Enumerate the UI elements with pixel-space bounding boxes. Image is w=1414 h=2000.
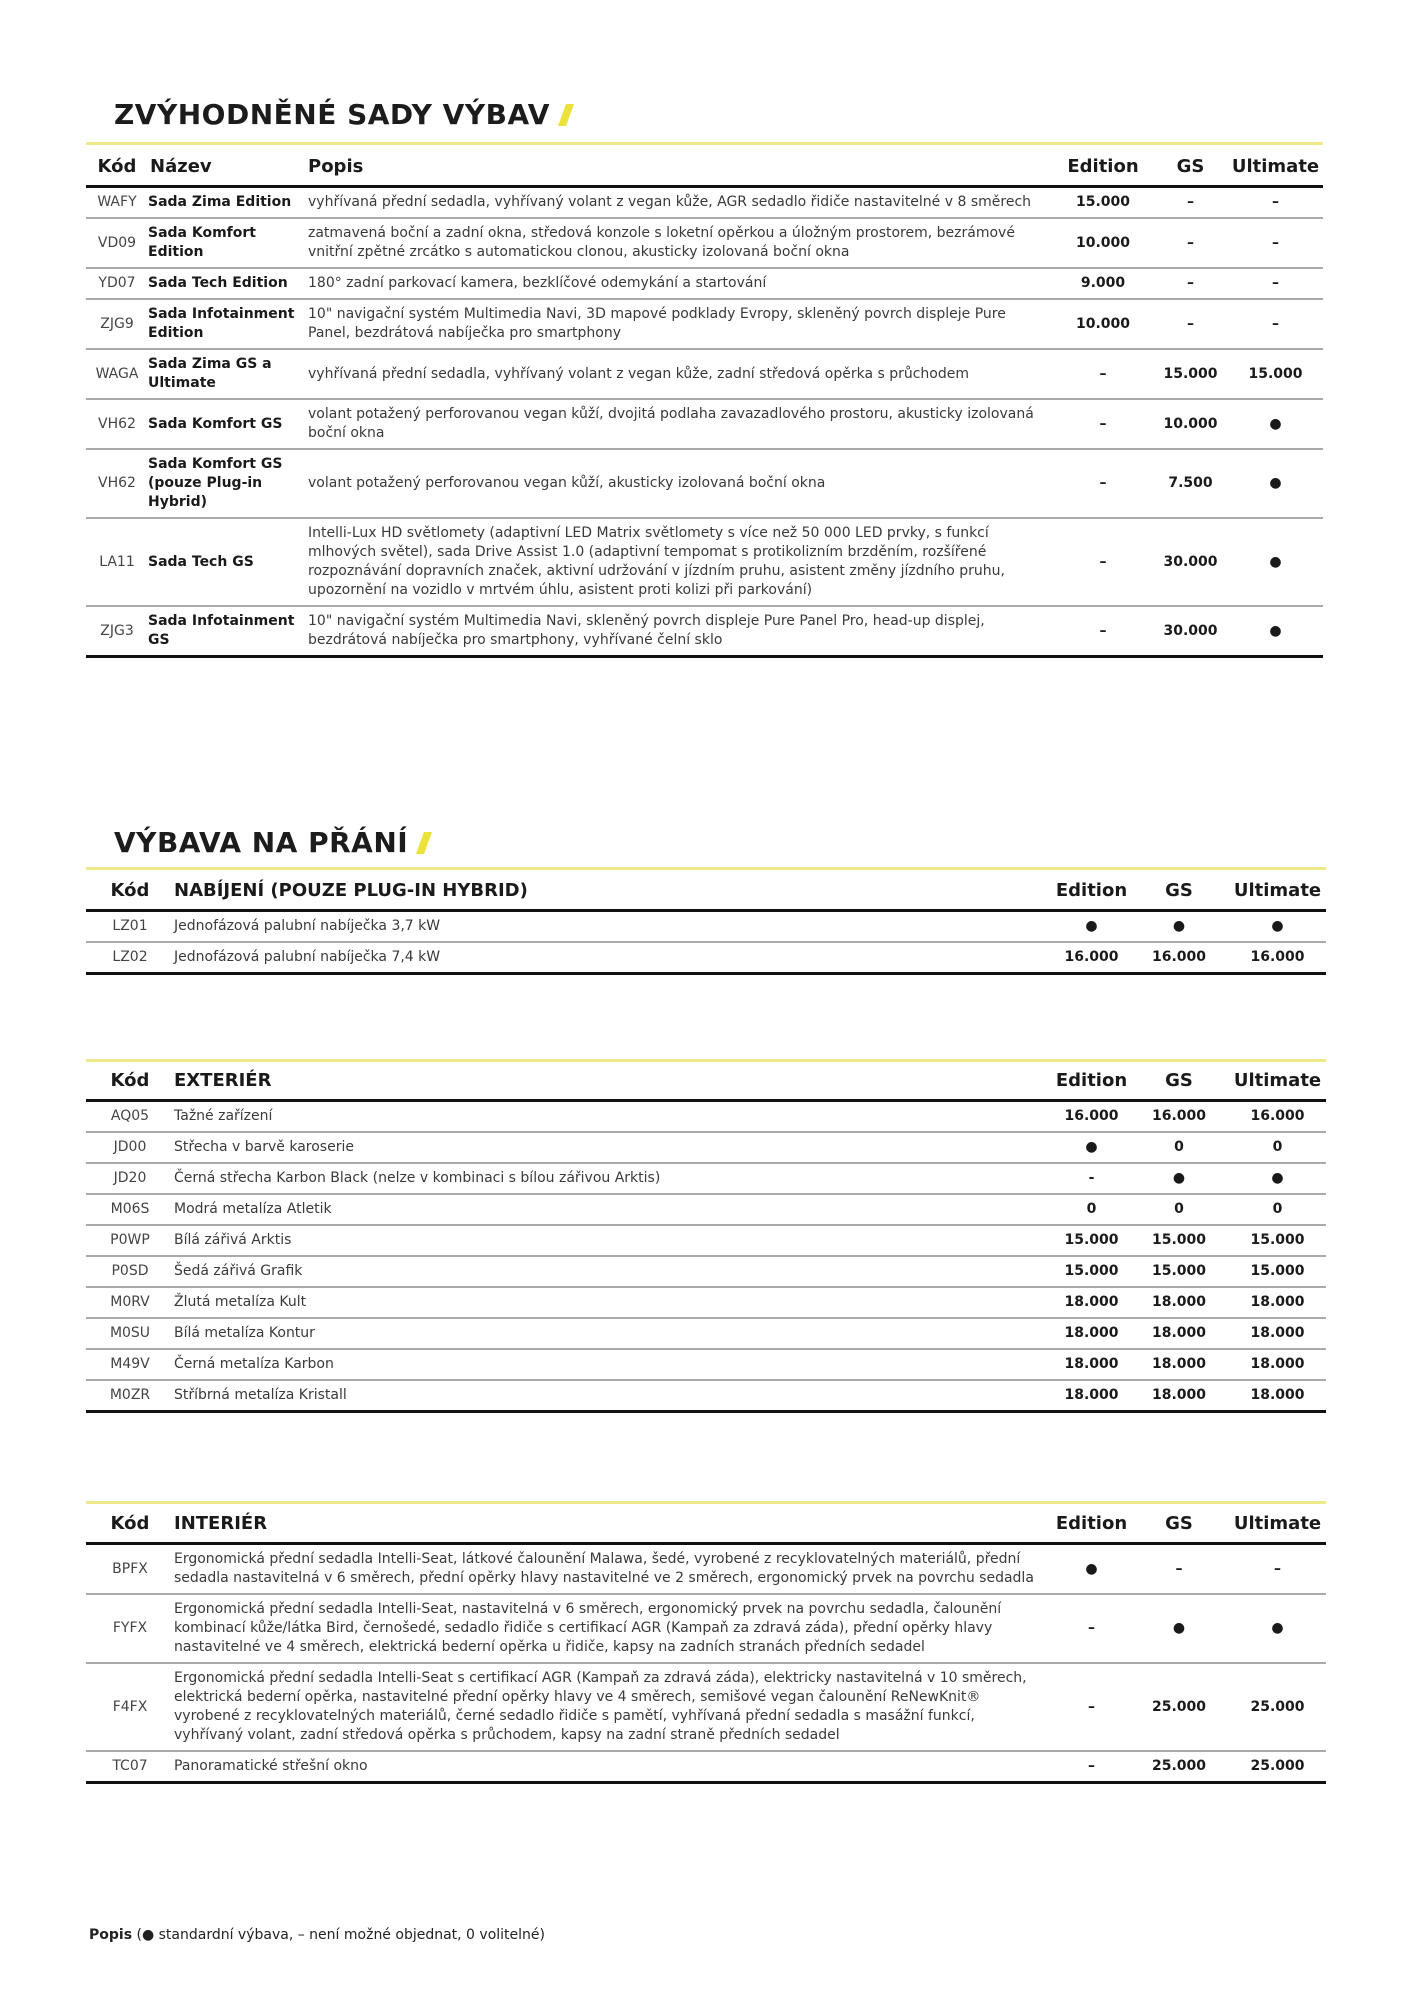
price-edition: 15.000 xyxy=(1053,187,1153,219)
package-code: WAGA xyxy=(86,349,148,399)
col-header-desc: Popis xyxy=(308,156,1053,187)
price-gs: 30.000 xyxy=(1153,606,1228,657)
col-header-code: Kód xyxy=(86,156,148,187)
price-ultimate: – xyxy=(1228,218,1323,268)
packages-title xyxy=(114,98,570,131)
charging-row xyxy=(86,911,1326,943)
price-edition: - xyxy=(1054,1163,1129,1194)
package-row xyxy=(86,218,1323,268)
option-description: Tažné zařízení xyxy=(174,1101,1054,1133)
exterior-row xyxy=(86,1349,1326,1380)
exterior-row xyxy=(86,1256,1326,1287)
price-gs: 0 xyxy=(1129,1194,1229,1225)
col-header-gs: GS xyxy=(1129,1513,1229,1544)
package-name: Sada Komfort GS (pouze Plug-in Hybrid) xyxy=(148,449,308,518)
option-code: M06S xyxy=(86,1194,174,1225)
legend-label: Popis xyxy=(89,1927,133,1943)
col-header-ultimate: Ultimate xyxy=(1229,1070,1326,1101)
exterior-yellow-rule xyxy=(86,1059,1326,1062)
charging-table xyxy=(86,880,1326,975)
package-code: ZJG3 xyxy=(86,606,148,657)
price-edition: – xyxy=(1054,1663,1129,1751)
col-header-spacer xyxy=(954,1070,1054,1101)
option-description: Ergonomická přední sedadla Intelli-Seat, látkové čalounění Malawa, šedé, vyrobené z recyklovatelných materiálů, přední sedadla nastavitelná v 6 směrech, přední opěrky hlavy nastavitelné ve 2 směrech, ergonomický prvek na povrchu sedadla xyxy=(174,1544,1054,1595)
options-title xyxy=(114,826,428,859)
package-row xyxy=(86,349,1323,399)
interior-yellow-rule xyxy=(86,1501,1326,1504)
package-code: WAFY xyxy=(86,187,148,219)
option-description: Ergonomická přední sedadla Intelli-Seat s certifikací AGR (Kampaň za zdravá záda), elektricky nastavitelná v 10 směrech, elektrická bederní opěrka, nastavitelné přední opěrky hlavy ve 4 směrech, semišové vegan čalounění ReNewKnit® vyrobené z recyklovatelných materiálů, černé sedadlo řidiče s pamětí, vyhřívaná přední sedadla s masážní funkcí, vyhřívaný volant, zadní středová opěrka s průchodem, kapsy na zadní straně předních sedadel xyxy=(174,1663,1054,1751)
exterior-row xyxy=(86,1318,1326,1349)
col-header-gs: GS xyxy=(1129,880,1229,911)
col-header-code: Kód xyxy=(86,1513,174,1544)
option-code: P0WP xyxy=(86,1225,174,1256)
package-description: volant potažený perforovanou vegan kůží, dvojitá podlaha zavazadlového prostoru, akusticky izolovaná boční okna xyxy=(308,399,1053,449)
accent-slash-icon xyxy=(416,832,432,854)
price-ultimate: 0 xyxy=(1229,1132,1326,1163)
price-gs: 18.000 xyxy=(1129,1380,1229,1412)
price-edition: 16.000 xyxy=(1054,942,1129,974)
price-gs: ● xyxy=(1129,911,1229,943)
option-code: LZ02 xyxy=(86,942,174,974)
option-description: Bílá metalíza Kontur xyxy=(174,1318,1054,1349)
price-edition: 10.000 xyxy=(1053,218,1153,268)
packages-title-text: ZVÝHODNĚNÉ SADY VÝBAV xyxy=(114,98,550,131)
package-row xyxy=(86,399,1323,449)
price-gs: – xyxy=(1153,218,1228,268)
price-edition: ● xyxy=(1054,1132,1129,1163)
price-gs: ● xyxy=(1129,1594,1229,1663)
package-row xyxy=(86,299,1323,349)
col-header-edition: Edition xyxy=(1054,880,1129,911)
option-description: Ergonomická přední sedadla Intelli-Seat, nastavitelná v 6 směrech, ergonomický prvek na povrchu sedadla, čalounění kombinací kůže/látka Bird, černošedé, sedadlo řidiče s certifikací AGR (Kampaň za zdravá záda), přední opěrky hlavy nastavitelné ve 4 směrech, elektrická bederní opěrka u řidiče, kapsy na zadních stranách předních sedadel xyxy=(174,1594,1054,1663)
option-code: M0RV xyxy=(86,1287,174,1318)
option-code: TC07 xyxy=(86,1751,174,1783)
packages-yellow-rule xyxy=(86,142,1323,145)
charging-row xyxy=(86,942,1326,974)
charging-yellow-rule xyxy=(86,867,1326,870)
col-header-ultimate: Ultimate xyxy=(1229,880,1326,911)
col-header-edition: Edition xyxy=(1053,156,1153,187)
price-ultimate: ● xyxy=(1229,1594,1326,1663)
price-gs: 18.000 xyxy=(1129,1287,1229,1318)
price-ultimate: 25.000 xyxy=(1229,1751,1326,1783)
option-code: P0SD xyxy=(86,1256,174,1287)
price-ultimate: 15.000 xyxy=(1229,1256,1326,1287)
col-header-ultimate: Ultimate xyxy=(1228,156,1323,187)
option-code: FYFX xyxy=(86,1594,174,1663)
price-ultimate: 25.000 xyxy=(1229,1663,1326,1751)
package-description: zatmavená boční a zadní okna, středová konzole s loketní opěrkou a úložným prostorem, bezrámové vnitřní zpětné zrcátko s automatickou clonou, akusticky izolovaná boční okna xyxy=(308,218,1053,268)
option-description: Bílá zářivá Arktis xyxy=(174,1225,1054,1256)
package-name: Sada Tech Edition xyxy=(148,268,308,299)
exterior-row xyxy=(86,1163,1326,1194)
price-gs: 30.000 xyxy=(1153,518,1228,606)
exterior-row xyxy=(86,1287,1326,1318)
col-header-spacer xyxy=(954,1513,1054,1544)
legend xyxy=(89,1927,545,1943)
price-gs: 15.000 xyxy=(1129,1225,1229,1256)
option-code: LZ01 xyxy=(86,911,174,943)
package-name: Sada Infotainment Edition xyxy=(148,299,308,349)
price-gs: 18.000 xyxy=(1129,1349,1229,1380)
price-edition: 18.000 xyxy=(1054,1287,1129,1318)
price-ultimate: ● xyxy=(1228,399,1323,449)
price-gs: – xyxy=(1153,299,1228,349)
price-gs: 10.000 xyxy=(1153,399,1228,449)
interior-table xyxy=(86,1513,1326,1784)
package-description: vyhřívaná přední sedadla, vyhřívaný volant z vegan kůže, AGR sedadlo řidiče nastavitelné v 8 směrech xyxy=(308,187,1053,219)
price-gs: 18.000 xyxy=(1129,1318,1229,1349)
exterior-row xyxy=(86,1101,1326,1133)
price-ultimate: 18.000 xyxy=(1229,1380,1326,1412)
price-gs: 0 xyxy=(1129,1132,1229,1163)
price-ultimate: ● xyxy=(1228,449,1323,518)
package-row xyxy=(86,268,1323,299)
package-code: ZJG9 xyxy=(86,299,148,349)
option-description: Panoramatické střešní okno xyxy=(174,1751,1054,1783)
price-gs: ● xyxy=(1129,1163,1229,1194)
package-name: Sada Komfort Edition xyxy=(148,218,308,268)
package-code: VH62 xyxy=(86,399,148,449)
option-description: Stříbrná metalíza Kristall xyxy=(174,1380,1054,1412)
price-ultimate: ● xyxy=(1228,606,1323,657)
price-edition: – xyxy=(1054,1751,1129,1783)
option-description: Jednofázová palubní nabíječka 7,4 kW xyxy=(174,942,1054,974)
option-code: JD20 xyxy=(86,1163,174,1194)
col-header-code: Kód xyxy=(86,880,174,911)
price-ultimate: – xyxy=(1228,268,1323,299)
price-ultimate: ● xyxy=(1229,1163,1326,1194)
price-gs: 15.000 xyxy=(1153,349,1228,399)
price-edition: 16.000 xyxy=(1054,1101,1129,1133)
price-gs: 15.000 xyxy=(1129,1256,1229,1287)
price-gs: – xyxy=(1129,1544,1229,1595)
price-edition: ● xyxy=(1054,911,1129,943)
price-gs: – xyxy=(1153,187,1228,219)
option-code: BPFX xyxy=(86,1544,174,1595)
accent-slash-icon xyxy=(558,104,574,126)
option-description: Černá střecha Karbon Black (nelze v kombinaci s bílou zářivou Arktis) xyxy=(174,1163,1054,1194)
col-header-category: EXTERIÉR xyxy=(174,1070,954,1101)
interior-header-row xyxy=(86,1513,1326,1544)
option-code: M0SU xyxy=(86,1318,174,1349)
price-ultimate: 18.000 xyxy=(1229,1349,1326,1380)
price-gs: – xyxy=(1153,268,1228,299)
exterior-row xyxy=(86,1225,1326,1256)
option-code: M0ZR xyxy=(86,1380,174,1412)
price-edition: 0 xyxy=(1054,1194,1129,1225)
price-edition: – xyxy=(1054,1594,1129,1663)
charging-header-row xyxy=(86,880,1326,911)
price-ultimate: – xyxy=(1228,299,1323,349)
price-ultimate: 0 xyxy=(1229,1194,1326,1225)
package-code: LA11 xyxy=(86,518,148,606)
price-edition: – xyxy=(1053,349,1153,399)
price-edition: 18.000 xyxy=(1054,1349,1129,1380)
col-header-category: INTERIÉR xyxy=(174,1513,954,1544)
package-name: Sada Komfort GS xyxy=(148,399,308,449)
price-ultimate: ● xyxy=(1228,518,1323,606)
package-row xyxy=(86,187,1323,219)
option-code: F4FX xyxy=(86,1663,174,1751)
price-edition: 15.000 xyxy=(1054,1225,1129,1256)
package-row xyxy=(86,449,1323,518)
col-header-gs: GS xyxy=(1129,1070,1229,1101)
price-ultimate: – xyxy=(1229,1544,1326,1595)
interior-row xyxy=(86,1663,1326,1751)
price-edition: 10.000 xyxy=(1053,299,1153,349)
price-ultimate: 15.000 xyxy=(1229,1225,1326,1256)
price-gs: 16.000 xyxy=(1129,942,1229,974)
package-name: Sada Infotainment GS xyxy=(148,606,308,657)
option-code: JD00 xyxy=(86,1132,174,1163)
price-ultimate: – xyxy=(1228,187,1323,219)
package-row xyxy=(86,518,1323,606)
interior-row xyxy=(86,1544,1326,1595)
option-code: AQ05 xyxy=(86,1101,174,1133)
col-header-code: Kód xyxy=(86,1070,174,1101)
price-gs: 25.000 xyxy=(1129,1751,1229,1783)
package-name: Sada Zima Edition xyxy=(148,187,308,219)
package-name: Sada Zima GS a Ultimate xyxy=(148,349,308,399)
package-description: Intelli-Lux HD světlomety (adaptivní LED Matrix světlomety s více než 50 000 LED prvky, s funkcí mlhových světel), sada Drive Assist 1.0 (adaptivní tempomat s protikolizním brzděním, rozšířené rozpoznávání dopravních značek, aktivní udržování v jízdním pruhu, asistent změny jízdního pruhu, upozornění na vozidlo v mrtvém úhlu, asistent proti kolizi při parkování) xyxy=(308,518,1053,606)
option-description: Šedá zářivá Grafik xyxy=(174,1256,1054,1287)
package-description: 180° zadní parkovací kamera, bezklíčové odemykání a startování xyxy=(308,268,1053,299)
price-edition: – xyxy=(1053,518,1153,606)
package-code: YD07 xyxy=(86,268,148,299)
exterior-table xyxy=(86,1070,1326,1413)
col-header-ultimate: Ultimate xyxy=(1229,1513,1326,1544)
options-title-text: VÝBAVA NA PŘÁNÍ xyxy=(114,826,409,859)
price-ultimate: ● xyxy=(1229,911,1326,943)
option-description: Jednofázová palubní nabíječka 3,7 kW xyxy=(174,911,1054,943)
option-description: Žlutá metalíza Kult xyxy=(174,1287,1054,1318)
price-ultimate: 18.000 xyxy=(1229,1318,1326,1349)
price-edition: 15.000 xyxy=(1054,1256,1129,1287)
price-edition: 9.000 xyxy=(1053,268,1153,299)
exterior-header-row xyxy=(86,1070,1326,1101)
col-header-gs: GS xyxy=(1153,156,1228,187)
exterior-row xyxy=(86,1132,1326,1163)
package-code: VD09 xyxy=(86,218,148,268)
col-header-edition: Edition xyxy=(1054,1513,1129,1544)
option-code: M49V xyxy=(86,1349,174,1380)
option-description: Černá metalíza Karbon xyxy=(174,1349,1054,1380)
exterior-row xyxy=(86,1194,1326,1225)
price-edition: – xyxy=(1053,399,1153,449)
price-ultimate: 16.000 xyxy=(1229,1101,1326,1133)
interior-row xyxy=(86,1594,1326,1663)
col-header-category: NABÍJENÍ (POUZE PLUG-IN HYBRID) xyxy=(174,880,954,911)
price-gs: 16.000 xyxy=(1129,1101,1229,1133)
legend-text: (● standardní výbava, – není možné objednat, 0 volitelné) xyxy=(132,1927,545,1943)
price-edition: ● xyxy=(1054,1544,1129,1595)
package-name: Sada Tech GS xyxy=(148,518,308,606)
price-edition: 18.000 xyxy=(1054,1318,1129,1349)
option-description: Střecha v barvě karoserie xyxy=(174,1132,1054,1163)
price-edition: 18.000 xyxy=(1054,1380,1129,1412)
package-code: VH62 xyxy=(86,449,148,518)
packages-table xyxy=(86,156,1323,658)
package-description: vyhřívaná přední sedadla, vyhřívaný volant z vegan kůže, zadní středová opěrka s průchodem xyxy=(308,349,1053,399)
price-edition: – xyxy=(1053,606,1153,657)
price-ultimate: 16.000 xyxy=(1229,942,1326,974)
packages-header-row xyxy=(86,156,1323,187)
price-gs: 25.000 xyxy=(1129,1663,1229,1751)
price-ultimate: 18.000 xyxy=(1229,1287,1326,1318)
exterior-row xyxy=(86,1380,1326,1412)
package-description: volant potažený perforovanou vegan kůží, akusticky izolovaná boční okna xyxy=(308,449,1053,518)
col-header-spacer xyxy=(954,880,1054,911)
price-gs: 7.500 xyxy=(1153,449,1228,518)
interior-row xyxy=(86,1751,1326,1783)
package-description: 10" navigační systém Multimedia Navi, skleněný povrch displeje Pure Panel Pro, head-up displej, bezdrátová nabíječka pro smartphony, vyhřívané čelní sklo xyxy=(308,606,1053,657)
price-ultimate: 15.000 xyxy=(1228,349,1323,399)
col-header-name: Název xyxy=(148,156,308,187)
price-edition: – xyxy=(1053,449,1153,518)
col-header-edition: Edition xyxy=(1054,1070,1129,1101)
option-description: Modrá metalíza Atletik xyxy=(174,1194,1054,1225)
package-row xyxy=(86,606,1323,657)
package-description: 10" navigační systém Multimedia Navi, 3D mapové podklady Evropy, skleněný povrch displeje Pure Panel, bezdrátová nabíječka pro smartphony xyxy=(308,299,1053,349)
